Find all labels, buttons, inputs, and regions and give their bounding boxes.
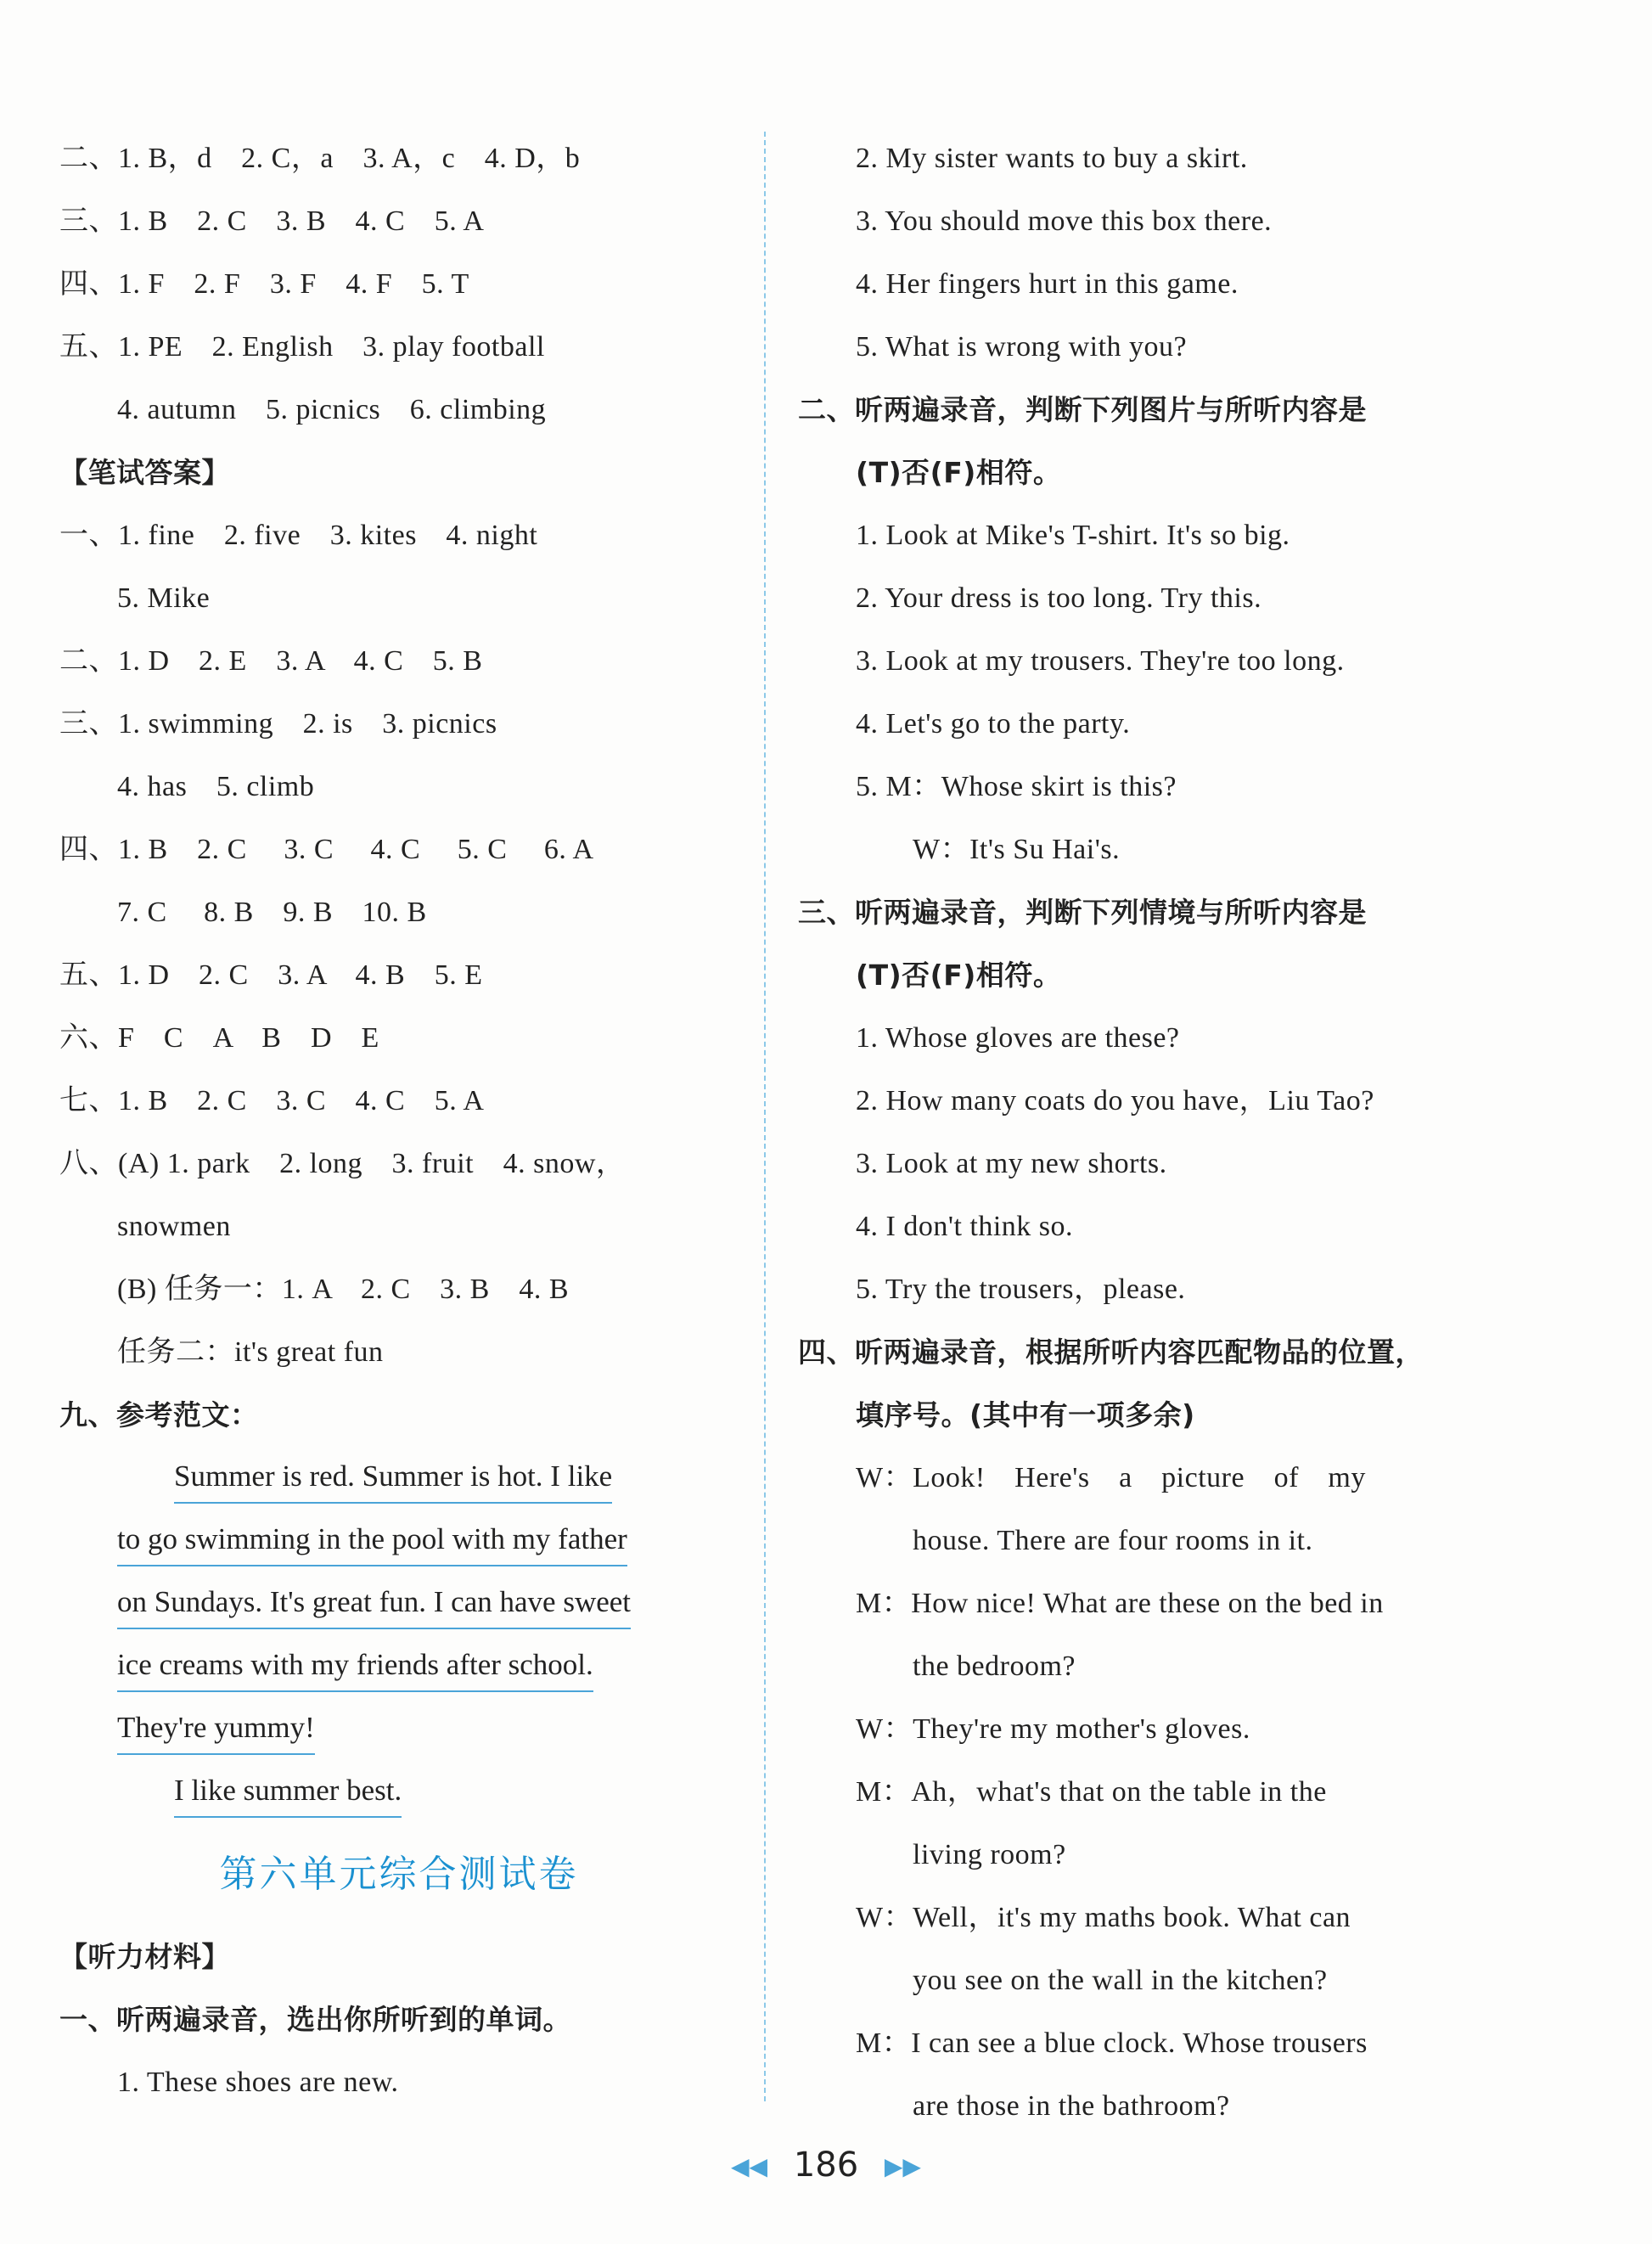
answer-line: 五、1. PE 2. English 3. play football bbox=[59, 331, 545, 363]
right-column bbox=[798, 127, 1477, 2138]
answer-line: 六、F C A B D E bbox=[59, 1022, 379, 1054]
listening-material-section bbox=[59, 1926, 739, 2114]
answer-line: 二、1. D 2. E 3. A 4. C 5. B bbox=[59, 645, 483, 677]
page-number: 186 bbox=[793, 2146, 859, 2185]
answer-line: 4. autumn 5. picnics 6. climbing bbox=[117, 394, 547, 425]
transcript-line: 5. Try the trousers，please. bbox=[856, 1274, 1186, 1305]
transcript-line: W：Well，it's my maths book. What can bbox=[856, 1902, 1351, 1933]
essay-line-text: to go swimming in the pool with my father bbox=[117, 1514, 627, 1566]
transcript-line: 1. Whose gloves are these? bbox=[856, 1022, 1180, 1054]
essay-line bbox=[59, 1572, 739, 1635]
answer-line: 二、1. B，d 2. C，a 3. A，c 4. D，b bbox=[59, 143, 581, 174]
answer-line: 七、1. B 2. C 3. C 4. C 5. A bbox=[59, 1085, 485, 1116]
transcript-line: 5. What is wrong with you? bbox=[856, 331, 1188, 363]
transcript-line: 3. You should move this box there. bbox=[856, 205, 1273, 237]
essay-line bbox=[59, 1447, 739, 1510]
essay-line-text: I like summer best. bbox=[174, 1765, 402, 1818]
transcript-line: 2. How many coats do you have，Liu Tao? bbox=[856, 1085, 1374, 1116]
transcript-line: W：They're my mother's gloves. bbox=[856, 1713, 1250, 1745]
answer-line: 【笔试答案】 bbox=[59, 456, 230, 489]
transcript-line: are those in the bathroom? bbox=[913, 2090, 1230, 2122]
answer-line: 4. has 5. climb bbox=[117, 771, 315, 802]
answer-key-section bbox=[59, 127, 739, 1447]
transcript-line: M：How nice! What are these on the bed in bbox=[856, 1588, 1384, 1619]
transcript-line: 2. My sister wants to buy a skirt. bbox=[856, 143, 1248, 174]
answer-line: 九、参考范文： bbox=[59, 1398, 259, 1431]
answer-line: 5. Mike bbox=[117, 582, 211, 614]
answer-line: 四、1. B 2. C 3. C 4. C 5. C 6. A bbox=[59, 834, 594, 865]
page-footer bbox=[0, 2140, 1652, 2191]
essay-line-text: They're yummy! bbox=[117, 1702, 315, 1755]
answer-line: (B) 任务一：1. A 2. C 3. B 4. B bbox=[117, 1274, 570, 1305]
transcript-line: W：Look! Here's a picture of my bbox=[856, 1462, 1366, 1493]
transcript-line: 3. Look at my trousers. They're too long. bbox=[856, 645, 1345, 677]
transcript-line: you see on the wall in the kitchen? bbox=[913, 1965, 1328, 1996]
prev-page-icon[interactable]: ◀◀ bbox=[731, 2152, 768, 2180]
answer-line: 7. C 8. B 9. B 10. B bbox=[117, 897, 427, 928]
answer-line: 五、1. D 2. C 3. A 4. B 5. E bbox=[59, 959, 483, 991]
unit-title: 第六单元综合测试卷 bbox=[219, 1853, 579, 1896]
reference-essay bbox=[59, 1447, 739, 1824]
answer-line: 任务二：it's great fun bbox=[117, 1336, 384, 1368]
transcript-line: 填序号。(其中有一项多余) bbox=[856, 1398, 1195, 1431]
transcript-line: 2. Your dress is too long. Try this. bbox=[856, 582, 1262, 614]
transcript-line: 四、听两遍录音，根据所听内容匹配物品的位置， bbox=[798, 1336, 1424, 1369]
essay-line-text: on Sundays. It's great fun. I can have sweet bbox=[117, 1577, 631, 1629]
transcript-line: the bedroom? bbox=[913, 1651, 1076, 1682]
transcript-line: 4. Her fingers hurt in this game. bbox=[856, 268, 1239, 300]
essay-line-text: ice creams with my friends after school. bbox=[117, 1639, 593, 1692]
transcript-line: house. There are four rooms in it. bbox=[913, 1525, 1313, 1556]
answer-line: 四、1. F 2. F 3. F 4. F 5. T bbox=[59, 268, 469, 300]
listening-line: 一、听两遍录音，选出你所听到的单词。 bbox=[59, 2003, 571, 2036]
transcript-line: M：I can see a blue clock. Whose trousers bbox=[856, 2027, 1368, 2059]
listening-transcript bbox=[798, 127, 1477, 2138]
answer-line: 三、1. B 2. C 3. B 4. C 5. A bbox=[59, 205, 485, 237]
transcript-line: (T)否(F)相符。 bbox=[856, 959, 1062, 992]
answer-line: snowmen bbox=[117, 1211, 231, 1242]
left-column bbox=[59, 127, 739, 2114]
transcript-line: W：It's Su Hai's. bbox=[913, 834, 1121, 865]
transcript-line: 三、听两遍录音，判断下列情境与所听内容是 bbox=[798, 896, 1367, 929]
transcript-line: 5. M：Whose skirt is this? bbox=[856, 771, 1177, 802]
listening-line: 1. These shoes are new. bbox=[117, 2067, 399, 2098]
answer-line: 三、1. swimming 2. is 3. picnics bbox=[59, 708, 497, 740]
answer-line: 八、(A) 1. park 2. long 3. fruit 4. snow， bbox=[59, 1148, 626, 1179]
transcript-line: 二、听两遍录音，判断下列图片与所听内容是 bbox=[798, 393, 1367, 426]
listening-line: 【听力材料】 bbox=[59, 1940, 230, 1973]
transcript-line: (T)否(F)相符。 bbox=[856, 456, 1062, 489]
column-divider bbox=[764, 132, 766, 2101]
essay-line bbox=[59, 1510, 739, 1572]
essay-line-text: Summer is red. Summer is hot. I like bbox=[174, 1451, 612, 1504]
transcript-line: 3. Look at my new shorts. bbox=[856, 1148, 1167, 1179]
transcript-line: 4. Let's go to the party. bbox=[856, 708, 1131, 740]
transcript-line: 1. Look at Mike's T-shirt. It's so big. bbox=[856, 520, 1290, 551]
essay-line bbox=[59, 1761, 739, 1824]
next-page-icon[interactable]: ▶▶ bbox=[884, 2152, 921, 2180]
transcript-line: living room? bbox=[913, 1839, 1066, 1870]
transcript-line: 4. I don't think so. bbox=[856, 1211, 1074, 1242]
essay-line bbox=[59, 1635, 739, 1698]
answer-line: 一、1. fine 2. five 3. kites 4. night bbox=[59, 520, 538, 551]
transcript-line: M：Ah，what's that on the table in the bbox=[856, 1776, 1327, 1808]
essay-line bbox=[59, 1698, 739, 1761]
